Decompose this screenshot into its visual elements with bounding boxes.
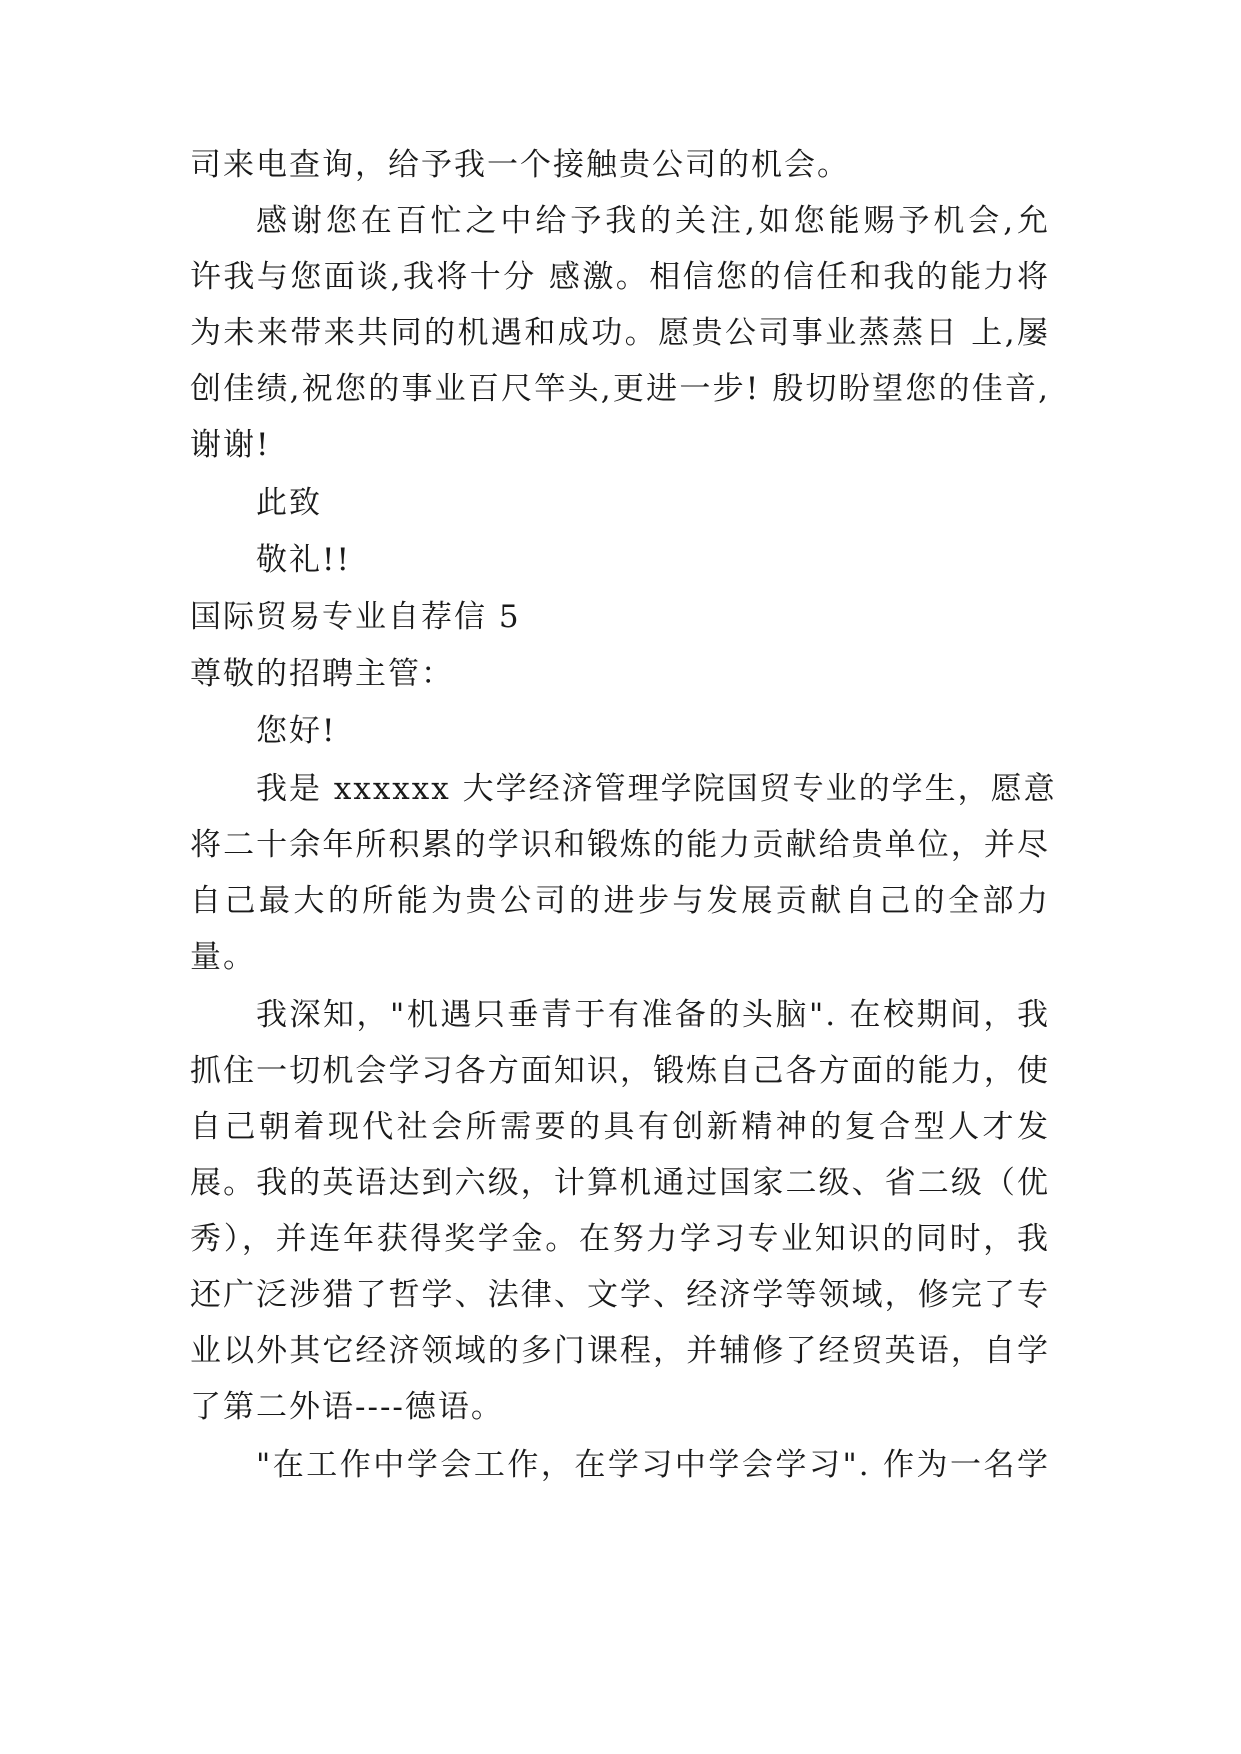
text-line: 业以外其它经济领域的多门课程，并辅修了经贸英语，自学: [190, 1333, 1050, 1369]
text-line: 自己最大的所能为贵公司的进步与发展贡献自己的全部力: [190, 883, 1050, 919]
text-line: 自己朝着现代社会所需要的具有创新精神的复合型人才发: [190, 1109, 1050, 1145]
text-line: 量。: [190, 939, 256, 975]
text-line: 创佳绩,祝您的事业百尺竿头,更进一步! 殷切盼望您的佳音,: [190, 371, 1050, 407]
text-line: 我深知，"机遇只垂青于有准备的头脑". 在校期间，我: [256, 997, 1050, 1033]
text-line: 司来电查询，给予我一个接触贵公司的机会。: [190, 147, 850, 183]
text-line: 许我与您面谈,我将十分 感激。相信您的信任和我的能力将: [190, 259, 1050, 295]
text-line: 为未来带来共同的机遇和成功。愿贵公司事业蒸蒸日 上,屡: [190, 315, 1050, 351]
text-line: 将二十余年所积累的学识和锻炼的能力贡献给贵单位，并尽: [190, 827, 1050, 863]
text-line: 抓住一切机会学习各方面知识，锻炼自己各方面的能力，使: [190, 1053, 1050, 1089]
text-line: 谢谢!: [190, 427, 271, 463]
text-line: "在工作中学会工作，在学习中学会学习". 作为一名学: [256, 1447, 1050, 1483]
text-line: 了第二外语----德语。: [190, 1389, 504, 1425]
text-line: 感谢您在百忙之中给予我的关注,如您能赐予机会,允: [256, 203, 1050, 239]
text-line: 我是 xxxxxx 大学经济管理学院国贸专业的学生，愿意: [256, 771, 1057, 807]
text-line: 还广泛涉猎了哲学、法律、文学、经济学等领域，修完了专: [190, 1277, 1050, 1313]
letter-greeting: 您好!: [256, 713, 337, 749]
text-line: 秀），并连年获得奖学金。在努力学习专业知识的同时，我: [190, 1221, 1050, 1257]
text-line: 展。我的英语达到六级，计算机通过国家二级、省二级（优: [190, 1165, 1050, 1201]
closing-regards: 敬礼!!: [256, 542, 351, 578]
closing-salutation: 此致: [256, 485, 322, 521]
letter-addressee: 尊敬的招聘主管：: [190, 656, 454, 692]
section-heading: 国际贸易专业自荐信 5: [190, 599, 521, 635]
